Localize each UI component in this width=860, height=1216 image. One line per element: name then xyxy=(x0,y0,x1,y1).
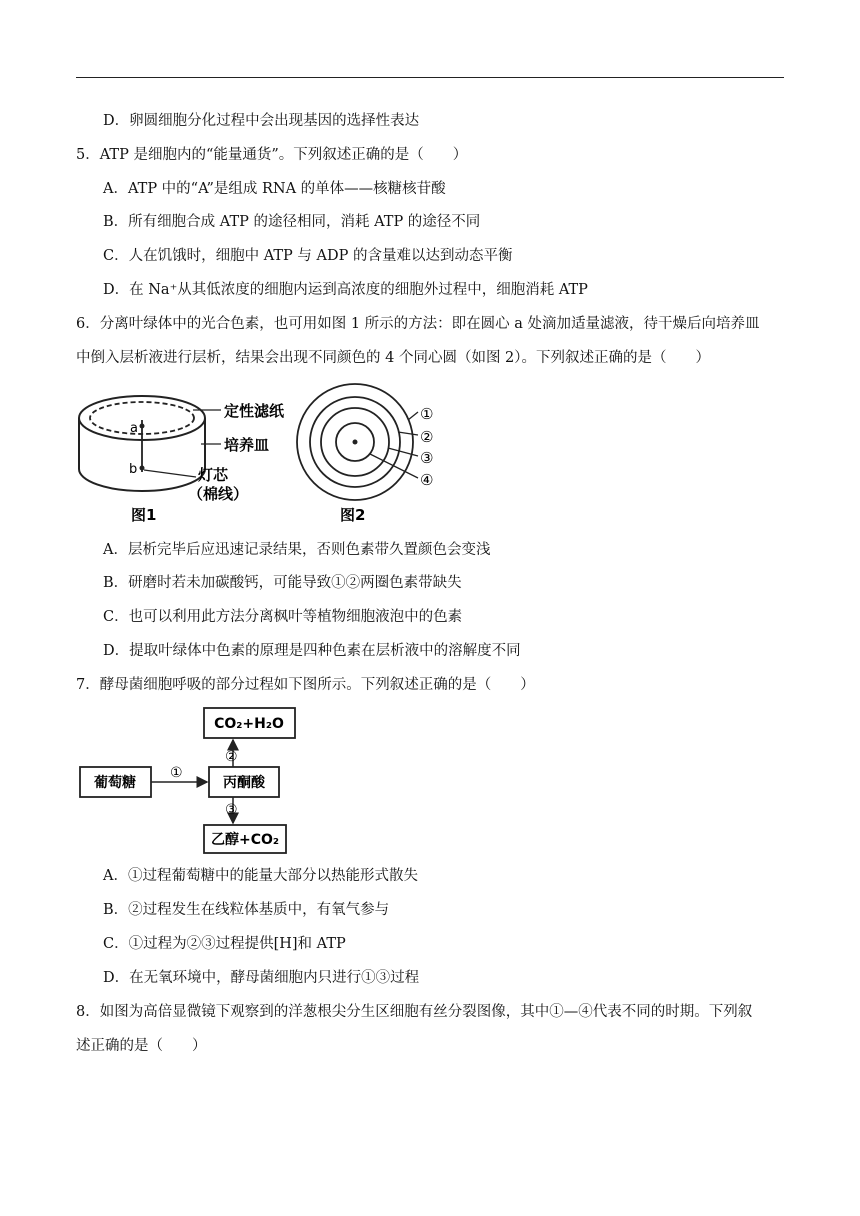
point-a-label: a xyxy=(130,421,138,436)
q5-option-b: B．所有细胞合成 ATP 的途径相同，消耗 ATP 的途径不同 xyxy=(103,214,481,230)
ethanol-co2-label: 乙醇+CO₂ xyxy=(210,832,280,848)
fig2-caption: 图2 xyxy=(340,506,366,524)
q6-option-c: C．也可以利用此方法分离枫叶等植物细胞液泡中的色素 xyxy=(103,609,463,625)
q5-option-d: D．在 Na⁺从其低浓度的细胞内运到高浓度的细胞外过程中，细胞消耗 ATP xyxy=(103,282,588,298)
label-dish: 培养皿 xyxy=(224,436,270,454)
leader-ring-3 xyxy=(388,448,418,456)
q6-figure-1 xyxy=(76,380,301,530)
q7-option-d: D．在无氧环境中，酵母菌细胞内只进行①③过程 xyxy=(103,970,420,986)
ring-2-label: ② xyxy=(420,428,434,446)
label-wick-note: （棉线） xyxy=(188,485,249,503)
q6-figure-2 xyxy=(290,380,450,530)
label-filter: 定性滤纸 xyxy=(224,402,285,420)
q6-option-b: B．研磨时若未加碳酸钙，可能导致①②两圈色素带缺失 xyxy=(103,575,462,591)
header-rule xyxy=(76,77,784,78)
center-dot xyxy=(353,440,358,445)
step-1-label: ① xyxy=(170,765,183,781)
q8-stem-line2: 述正确的是（ ） xyxy=(76,1038,207,1054)
q6-stem-line2: 中倒入层析液进行层析，结果会出现不同颜色的 4 个同心圆（如图 2）。下列叙述正确的是（ ） xyxy=(76,350,711,366)
q5-stem: 5．ATP 是细胞内的“能量通货”。下列叙述正确的是（ ） xyxy=(76,147,468,163)
ring-4-label: ④ xyxy=(420,471,434,489)
leader-ring-2 xyxy=(398,432,418,435)
q4-option-d: D．卵圆细胞分化过程中会出现基因的选择性表达 xyxy=(103,113,420,129)
ring-1-label: ① xyxy=(420,405,434,423)
co2-h2o-label: CO₂+H₂O xyxy=(214,716,284,732)
glucose-label: 葡萄糖 xyxy=(94,775,136,791)
q6-option-d: D．提取叶绿体中色素的原理是四种色素在层析液中的溶解度不同 xyxy=(103,643,521,659)
q7-option-b: B．②过程发生在线粒体基质中，有氧气参与 xyxy=(103,902,390,918)
point-b-label: b xyxy=(129,462,138,477)
fig1-caption: 图1 xyxy=(131,506,157,524)
q8-stem-line1: 8．如图为高倍显微镜下观察到的洋葱根尖分生区细胞有丝分裂图像，其中①—④代表不同的时期。下列叙 xyxy=(76,1004,753,1020)
leader-wick xyxy=(144,470,196,477)
q5-option-a: A．ATP 中的“A”是组成 RNA 的单体——核糖核苷酸 xyxy=(103,181,446,197)
label-wick: 灯芯 xyxy=(198,466,229,484)
point-a-dot xyxy=(140,424,145,429)
point-b-dot xyxy=(140,466,145,471)
step-2-label: ② xyxy=(225,749,238,765)
pyruvate-label: 丙酮酸 xyxy=(223,775,265,791)
q7-diagram xyxy=(76,704,306,854)
ring-3-label: ③ xyxy=(420,449,434,467)
q7-option-a: A．①过程葡萄糖中的能量大部分以热能形式散失 xyxy=(103,868,418,884)
step-3-label: ③ xyxy=(225,802,238,818)
q7-option-c: C．①过程为②③过程提供[H]和 ATP xyxy=(103,936,346,952)
q5-option-c: C．人在饥饿时，细胞中 ATP 与 ADP 的含量难以达到动态平衡 xyxy=(103,248,513,264)
q7-stem: 7．酵母菌细胞呼吸的部分过程如下图所示。下列叙述正确的是（ ） xyxy=(76,677,535,693)
leader-ring-1 xyxy=(408,412,418,420)
q6-option-a: A．层析完毕后应迅速记录结果，否则色素带久置颜色会变浅 xyxy=(103,542,491,558)
q6-stem-line1: 6．分离叶绿体中的光合色素，也可用如图 1 所示的方法：即在圆心 a 处滴加适量滤液，待干燥后向培养皿 xyxy=(76,316,760,332)
